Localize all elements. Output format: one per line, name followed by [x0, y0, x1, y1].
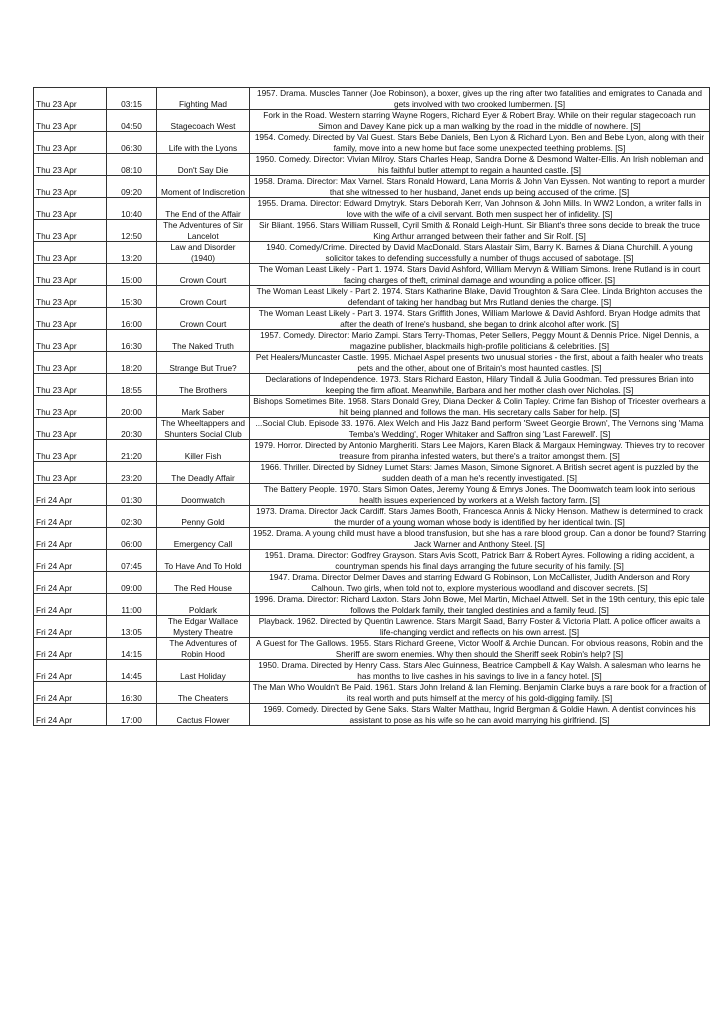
- title-cell: Don't Say Die: [157, 154, 250, 176]
- time-cell: 21:20: [107, 440, 157, 462]
- title-cell: Crown Court: [157, 308, 250, 330]
- table-row: [34, 704, 710, 726]
- description-cell: 1947. Drama. Director Delmer Daves and starring Edward G Robinson, Lon McCallister, Judith Anderson and Rory Calhoun. Two girls, when told not to, explore mysterious woodland and discover secrets. [S]: [250, 572, 710, 594]
- date-cell: Fri 24 Apr: [34, 704, 107, 726]
- description-cell: Fork in the Road. Western starring Wayne Rogers, Richard Eyer & Robert Bray. While on their regular stagecoach run Simon and Davey Kane pick up a man walking by the road in the middle of nowhere. [S]: [250, 110, 710, 132]
- table-row: [34, 484, 710, 506]
- title-cell: Strange But True?: [157, 352, 250, 374]
- date-cell: Fri 24 Apr: [34, 616, 107, 638]
- date-cell: Thu 23 Apr: [34, 264, 107, 286]
- time-cell: 13:05: [107, 616, 157, 638]
- date-cell: Thu 23 Apr: [34, 330, 107, 352]
- title-cell: The Brothers: [157, 374, 250, 396]
- date-cell: Thu 23 Apr: [34, 198, 107, 220]
- title-cell: Crown Court: [157, 286, 250, 308]
- time-cell: 06:00: [107, 528, 157, 550]
- time-cell: 13:20: [107, 242, 157, 264]
- date-cell: Thu 23 Apr: [34, 176, 107, 198]
- table-row: [34, 264, 710, 286]
- title-cell: The Deadly Affair: [157, 462, 250, 484]
- description-cell: 1958. Drama. Director: Max Varnel. Stars Ronald Howard, Lana Morris & John Van Eyssen. Not wanting to report a murder that she witnessed to her husband, Janet ends up being accused of the crime. [S]: [250, 176, 710, 198]
- description-cell: 1954. Comedy. Directed by Val Guest. Stars Bebe Daniels, Ben Lyon & Richard Lyon. Ben and Bebe Lyon, along with their family, move into a new home but face some unexpected teething problems. [S]: [250, 132, 710, 154]
- time-cell: 02:30: [107, 506, 157, 528]
- date-cell: Thu 23 Apr: [34, 308, 107, 330]
- date-cell: Thu 23 Apr: [34, 462, 107, 484]
- description-cell: 1955. Drama. Director: Edward Dmytryk. Stars Deborah Kerr, Van Johnson & John Mills. In WW2 London, a writer falls in love with the wife of a civil servant. Both men suspect her of infidelity. [S]: [250, 198, 710, 220]
- description-cell: Sir Bliant. 1956. Stars William Russell, Cyril Smith & Ronald Leigh-Hunt. Sir Bliant's three sons decide to break the truce King Arthur arranged between their father and Sir Rolf. [S]: [250, 220, 710, 242]
- description-cell: Pet Healers/Muncaster Castle. 1995. Michael Aspel presents two unusual stories - the first, about a faith healer who treats pets and the other, about one of Britain's most haunted castles. [S]: [250, 352, 710, 374]
- description-cell: Declarations of Independence. 1973. Stars Richard Easton, Hilary Tindall & Julia Goodman. Ted pressures Brian into keeping the firm afloat. Meanwhile, Barbara and her mother clash over Nicholas. [S]: [250, 374, 710, 396]
- table-row: [34, 220, 710, 242]
- time-cell: 08:10: [107, 154, 157, 176]
- title-cell: Law and Disorder (1940): [157, 242, 250, 264]
- table-row: [34, 132, 710, 154]
- description-cell: 1952. Drama. A young child must have a blood transfusion, but she has a rare blood group. Can a donor be found? Starring Jack Warner and Anthony Steel. [S]: [250, 528, 710, 550]
- time-cell: 18:55: [107, 374, 157, 396]
- description-cell: 1940. Comedy/Crime. Directed by David MacDonald. Stars Alastair Sim, Barry K. Barnes & Diana Churchill. A young solicitor takes to defending successfully a number of thugs accused of sabotage. [S]: [250, 242, 710, 264]
- title-cell: Moment of Indiscretion: [157, 176, 250, 198]
- time-cell: 09:20: [107, 176, 157, 198]
- table-row: [34, 550, 710, 572]
- title-cell: The Naked Truth: [157, 330, 250, 352]
- title-cell: Emergency Call: [157, 528, 250, 550]
- time-cell: 01:30: [107, 484, 157, 506]
- time-cell: 07:45: [107, 550, 157, 572]
- time-cell: 16:30: [107, 682, 157, 704]
- time-cell: 17:00: [107, 704, 157, 726]
- schedule-body: [34, 88, 710, 726]
- date-cell: Thu 23 Apr: [34, 242, 107, 264]
- date-cell: Fri 24 Apr: [34, 506, 107, 528]
- description-cell: The Man Who Wouldn't Be Paid. 1961. Stars John Ireland & Ian Fleming. Benjamin Clarke buys a rare book for a fraction of its real worth and puts himself at the mercy of his gold-digging family. [S]: [250, 682, 710, 704]
- date-cell: Thu 23 Apr: [34, 374, 107, 396]
- table-row: [34, 198, 710, 220]
- description-cell: The Woman Least Likely - Part 2. 1974. Stars Katharine Blake, David Troughton & Sara Clee. Linda Brighton accuses the defendant of taking her handbag but Mrs Rutland denies the charge. [S]: [250, 286, 710, 308]
- time-cell: 06:30: [107, 132, 157, 154]
- date-cell: Thu 23 Apr: [34, 154, 107, 176]
- description-cell: The Woman Least Likely - Part 1. 1974. Stars David Ashford, William Mervyn & William Simons. Irene Rutland is in court facing charges of theft, criminal damage and wounding a police officer. [S]: [250, 264, 710, 286]
- title-cell: The Adventures of Sir Lancelot: [157, 220, 250, 242]
- schedule-table: [33, 87, 710, 726]
- description-cell: 1951. Drama. Director: Godfrey Grayson. Stars Avis Scott, Patrick Barr & Robert Ayres. Following a riding accident, a countryman spends his final days arranging the future security of his family. [S]: [250, 550, 710, 572]
- table-row: [34, 88, 710, 110]
- title-cell: Last Holiday: [157, 660, 250, 682]
- description-cell: Playback. 1962. Directed by Quentin Lawrence. Stars Margit Saad, Barry Foster & Victoria Platt. A police officer awaits a life-changing verdict and reflects on his own arrest. [S]: [250, 616, 710, 638]
- description-cell: The Battery People. 1970. Stars Simon Oates, Jeremy Young & Emrys Jones. The Doomwatch team look into serious health issues experienced by workers at a Welsh factory farm. [S]: [250, 484, 710, 506]
- description-cell: Bishops Sometimes Bite. 1958. Stars Donald Grey, Diana Decker & Colin Tapley. Crime fan Bishop of Tricester overhears a hit being planned and follows the man. His secretary calls Saber for help. [S]: [250, 396, 710, 418]
- table-row: [34, 660, 710, 682]
- time-cell: 14:15: [107, 638, 157, 660]
- table-row: [34, 176, 710, 198]
- time-cell: 16:00: [107, 308, 157, 330]
- title-cell: Cactus Flower: [157, 704, 250, 726]
- description-cell: ...Social Club. Episode 33. 1976. Alex Welch and His Jazz Band perform 'Sweet Georgie Brown', The Vernons sing 'Mama Temba's Wedding', Roger Whitaker and Saffron sing 'Last Farewell'. [S]: [250, 418, 710, 440]
- time-cell: 11:00: [107, 594, 157, 616]
- date-cell: Thu 23 Apr: [34, 418, 107, 440]
- date-cell: Thu 23 Apr: [34, 396, 107, 418]
- table-row: [34, 616, 710, 638]
- date-cell: Thu 23 Apr: [34, 88, 107, 110]
- date-cell: Thu 23 Apr: [34, 440, 107, 462]
- table-row: [34, 154, 710, 176]
- time-cell: 15:30: [107, 286, 157, 308]
- time-cell: 03:15: [107, 88, 157, 110]
- time-cell: 15:00: [107, 264, 157, 286]
- date-cell: Fri 24 Apr: [34, 484, 107, 506]
- time-cell: 09:00: [107, 572, 157, 594]
- date-cell: Thu 23 Apr: [34, 286, 107, 308]
- description-cell: 1996. Drama. Director: Richard Laxton. Stars John Bowe, Mel Martin, Michael Attwell. Set in the 19th century, this epic tale follows the Poldark family, their tangled destinies and a family feud. [S]: [250, 594, 710, 616]
- table-row: [34, 352, 710, 374]
- date-cell: Thu 23 Apr: [34, 352, 107, 374]
- time-cell: 12:50: [107, 220, 157, 242]
- table-row: [34, 286, 710, 308]
- table-row: [34, 330, 710, 352]
- time-cell: 14:45: [107, 660, 157, 682]
- title-cell: Penny Gold: [157, 506, 250, 528]
- table-row: [34, 440, 710, 462]
- description-cell: A Guest for The Gallows. 1955. Stars Richard Greene, Victor Woolf & Archie Duncan. For obvious reasons, Robin and the Sheriff are sworn enemies. Why then should the Sheriff seek Robin's help? [S]: [250, 638, 710, 660]
- title-cell: The Cheaters: [157, 682, 250, 704]
- description-cell: 1950. Comedy. Director: Vivian Milroy. Stars Charles Heap, Sandra Dorne & Desmond Walter-Ellis. An Irish nobleman and his faithful butler attempt to regain a haunted castle. [S]: [250, 154, 710, 176]
- table-row: [34, 682, 710, 704]
- description-cell: 1950. Drama. Directed by Henry Cass. Stars Alec Guinness, Beatrice Campbell & Kay Walsh. A salesman who learns he has months to live cashes in his savings to live in a fancy hotel. [S]: [250, 660, 710, 682]
- time-cell: 20:00: [107, 396, 157, 418]
- date-cell: Fri 24 Apr: [34, 660, 107, 682]
- title-cell: Doomwatch: [157, 484, 250, 506]
- time-cell: 20:30: [107, 418, 157, 440]
- schedule-sheet: [33, 87, 709, 726]
- title-cell: Stagecoach West: [157, 110, 250, 132]
- description-cell: 1979. Horror. Directed by Antonio Margheriti. Stars Lee Majors, Karen Black & Margaux Hemingway. Thieves try to recover treasure from piranha infested waters, but there's a traitor amongst them. [S]: [250, 440, 710, 462]
- description-cell: The Woman Least Likely - Part 3. 1974. Stars Griffith Jones, William Marlowe & David Ashford. Bryan Hodge admits that after the death of Irene's husband, she began to drink alcohol after work. [S]: [250, 308, 710, 330]
- time-cell: 04:50: [107, 110, 157, 132]
- table-row: [34, 506, 710, 528]
- title-cell: Fighting Mad: [157, 88, 250, 110]
- time-cell: 10:40: [107, 198, 157, 220]
- time-cell: 23:20: [107, 462, 157, 484]
- table-row: [34, 462, 710, 484]
- description-cell: 1973. Drama. Director Jack Cardiff. Stars James Booth, Francesca Annis & Nicky Henson. Mathew is determined to crack the murder of a young woman whose body is identified by her identical twin. [S]: [250, 506, 710, 528]
- title-cell: Poldark: [157, 594, 250, 616]
- date-cell: Fri 24 Apr: [34, 682, 107, 704]
- date-cell: Fri 24 Apr: [34, 550, 107, 572]
- table-row: [34, 418, 710, 440]
- date-cell: Fri 24 Apr: [34, 638, 107, 660]
- date-cell: Fri 24 Apr: [34, 528, 107, 550]
- date-cell: Fri 24 Apr: [34, 572, 107, 594]
- table-row: [34, 528, 710, 550]
- title-cell: The Wheeltappers and Shunters Social Club: [157, 418, 250, 440]
- table-row: [34, 638, 710, 660]
- title-cell: Crown Court: [157, 264, 250, 286]
- table-row: [34, 572, 710, 594]
- table-row: [34, 308, 710, 330]
- table-row: [34, 594, 710, 616]
- table-row: [34, 374, 710, 396]
- description-cell: 1957. Comedy. Director: Mario Zampi. Stars Terry-Thomas, Peter Sellers, Peggy Mount & Dennis Price. Nigel Dennis, a magazine publisher, blackmails high-profile politicians & celebrities. [S]: [250, 330, 710, 352]
- date-cell: Thu 23 Apr: [34, 110, 107, 132]
- time-cell: 16:30: [107, 330, 157, 352]
- title-cell: The Red House: [157, 572, 250, 594]
- title-cell: Mark Saber: [157, 396, 250, 418]
- date-cell: Thu 23 Apr: [34, 220, 107, 242]
- description-cell: 1957. Drama. Muscles Tanner (Joe Robinson), a boxer, gives up the ring after two fatalities and emigrates to Canada and gets involved with two crooked lumbermen. [S]: [250, 88, 710, 110]
- description-cell: 1969. Comedy. Directed by Gene Saks. Stars Walter Matthau, Ingrid Bergman & Goldie Hawn. A dentist convinces his assistant to pose as his wife so he can avoid marrying his girlfriend. [S]: [250, 704, 710, 726]
- table-row: [34, 110, 710, 132]
- title-cell: Life with the Lyons: [157, 132, 250, 154]
- title-cell: Killer Fish: [157, 440, 250, 462]
- title-cell: The End of the Affair: [157, 198, 250, 220]
- title-cell: To Have And To Hold: [157, 550, 250, 572]
- title-cell: The Edgar Wallace Mystery Theatre: [157, 616, 250, 638]
- title-cell: The Adventures of Robin Hood: [157, 638, 250, 660]
- date-cell: Thu 23 Apr: [34, 132, 107, 154]
- date-cell: Fri 24 Apr: [34, 594, 107, 616]
- time-cell: 18:20: [107, 352, 157, 374]
- description-cell: 1966. Thriller. Directed by Sidney Lumet Stars: James Mason, Simone Signoret. A British secret agent is puzzled by the sudden death of a man he's recently investigated. [S]: [250, 462, 710, 484]
- table-row: [34, 396, 710, 418]
- table-row: [34, 242, 710, 264]
